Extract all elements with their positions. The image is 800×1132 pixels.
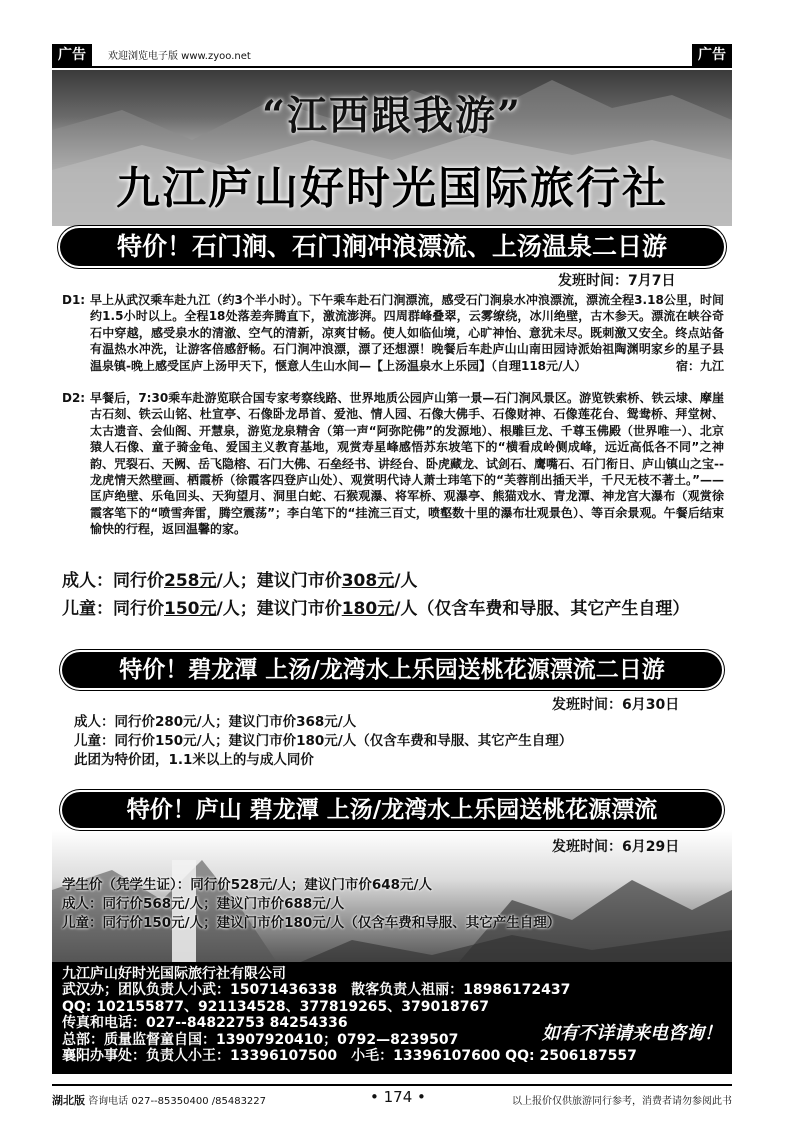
contact-fax: 传真和电话：027--84822753 84254336 [62, 1015, 348, 1032]
tour3-adult-price: 成人：同行价568元/人；建议门市价688元/人 [62, 896, 345, 912]
contact-qq: QQ: 102155877、921134528、377819265、379018767 [62, 998, 489, 1015]
day2-label: D2: [62, 391, 86, 405]
tour3-student-price: 学生价（凭学生证）：同行价528元/人；建议门市价648元/人 [62, 877, 432, 893]
adult-tail: /人 [394, 571, 418, 591]
contact-hq: 总部：质量监督童自国：13907920410；0792—8239507 [62, 1031, 459, 1048]
contact-block [52, 962, 732, 1074]
tour2-depart: 发班时间：6月30日 [552, 697, 680, 713]
tour2-adult-price: 成人：同行价280元/人；建议门市价368元/人 [74, 714, 357, 730]
ad-tag-right: 广告 [692, 44, 732, 66]
tour3-depart: 发班时间：6月29日 [552, 839, 680, 855]
footer-phone: 咨询电话 027--85350400 /85483227 [88, 1096, 267, 1107]
day1-text: 早上从武汉乘车赴九江（约3个半小时）。下午乘车赴石门涧漂流，感受石门涧泉水冲浪漂流，漂流全程3.18公里，时间约1.5小时以上。全程18处落差奔腾直下，激流澎湃。四周群峰叠翠，云雾缭绕，冰川绝壁，古木参天。漂流在峡谷奇石中穿越，感受泉水的清澈、空气的清新，凉爽甘畅。使人如临仙境，心旷神怡、意犹未尽。既刺激又安全。终点站备有温热水冲洗，让游客倍感舒畅。石门涧冲浪漂，漂了还想漂！晚餐后车赴庐山山南田园诗派始祖陶渊明家乡的星子县温泉镇-晚上感受匡庐上汤甲天下，惬意人生山水间—【上汤温泉水上乐园】（自理118元/人） [90, 293, 724, 373]
ad-tag-left: 广告 [52, 44, 92, 66]
contact-xiangyang: 襄阳办事处：负责人小王：13396107500 小毛：13396107600 QQ: 2506187557 [62, 1048, 637, 1065]
company-title: 九江庐山好时光国际旅行社 [116, 163, 668, 214]
page-number: • 174 • [370, 1088, 426, 1106]
tour1-title: 特价！石门涧、石门涧冲浪漂流、上汤温泉二日游 [60, 228, 724, 266]
day1-label: D1: [62, 293, 86, 307]
footer [52, 1084, 732, 1108]
tour1-day2 [62, 390, 724, 538]
adult-retail-price: 308元 [341, 571, 395, 591]
day2-text: 早餐后，7:30乘车赴游览联合国专家考察线路、世界地质公园庐山第一景—石门涧风景区。游览铁索桥、铁云埭、摩崖古石刻、铁云山铭、杜宣亭、石像卧龙昂首、爱池、情人园、石像大佛手、石像财神、石像莲花台、鸳鸯桥、拜堂树、太古遗音、会仙阁、开慧泉，游览龙泉精舍（第一声“阿弥陀佛”的发源地）、根雕巨龙、千尊玉佛殿（世界唯一）、北京猿人石像、童子骑金龟、爱国主义教育基地，观赏寿星峰感悟苏东坡笔下的“横看成岭侧成峰，远近高低各不同”之神韵、咒裂石、天阙、岳飞隐榕、石门大佛、石垒经书、讲经台、卧虎藏龙、试剑石、鹰嘴石、石门衔日、庐山镇山之宝--龙虎情天然壁画、栖霞桥（徐霞客四登庐山处）、观赏明代诗人萧士玮笔下的“芙蓉削出插天半，千尺无枝不著土。”——匡庐绝壁、乐龟回头、天狗望月、洞里白蛇、石猴观瀑、将军桥、观瀑亭、熊猫戏水、青龙潭、神龙宫大瀑布（观赏徐霞客笔下的“喷雪奔雷，腾空震荡”；李白笔下的“挂流三百丈，喷壑数十里的瀑布壮观景色）、等百余景观。午餐后结束愉快的行程，返回温馨的家。 [90, 391, 724, 537]
slogan: “江西跟我游” [261, 92, 522, 139]
contact-company: 九江庐山好时光国际旅行社有限公司 [62, 966, 286, 982]
child-retail-price: 180元 [341, 599, 395, 619]
adult-mid: /人；建议门市价 [216, 571, 342, 591]
tour1-child-price [62, 594, 689, 619]
day1-stay: 宿：九江 [675, 358, 724, 373]
child-mid: /人；建议门市价 [216, 599, 342, 619]
tour2-note: 此团为特价团，1.1米以上的与成人同价 [74, 752, 314, 768]
child-label: 儿童：同行价 [62, 599, 164, 619]
tour3-title: 特价！庐山 碧龙潭 上汤/龙湾水上乐园送桃花源漂流 [62, 792, 722, 828]
tour3-child-price: 儿童：同行价150元/人；建议门市价180元/人（仅含车费和导服、其它产生自理） [62, 915, 561, 931]
child-trade-price: 150元 [164, 599, 217, 619]
footer-disclaimer: 以上报价仅供旅游同行参考，消费者请勿参阅此书 [512, 1096, 732, 1107]
hotline-slogan: 如有不详请来电咨询！ [542, 1023, 722, 1044]
footer-left [52, 1092, 266, 1108]
tour2-title: 特价！碧龙潭 上汤/龙湾水上乐园送桃花源漂流二日游 [62, 652, 722, 688]
header-bar [52, 44, 732, 68]
child-tail: /人（仅含车费和导服、其它产生自理） [394, 599, 690, 619]
footer-edition: 湖北版 [52, 1094, 85, 1107]
adult-label: 成人：同行价 [62, 571, 164, 591]
tour1-adult-price [62, 566, 417, 591]
hero-banner [52, 70, 732, 226]
tour1-depart: 发班时间：7月7日 [558, 273, 676, 289]
tour2-child-price: 儿童：同行价150元/人；建议门市价180元/人（仅含车费和导服、其它产生自理） [74, 733, 573, 749]
tour1-day1 [62, 292, 724, 374]
welcome-text: 欢迎浏览电子版 www.zyoo.net [108, 51, 251, 62]
adult-trade-price: 258元 [164, 571, 217, 591]
contact-wuhan: 武汉办；团队负责人小武：15071436338 散客负责人祖丽：18986172437 [62, 982, 571, 999]
